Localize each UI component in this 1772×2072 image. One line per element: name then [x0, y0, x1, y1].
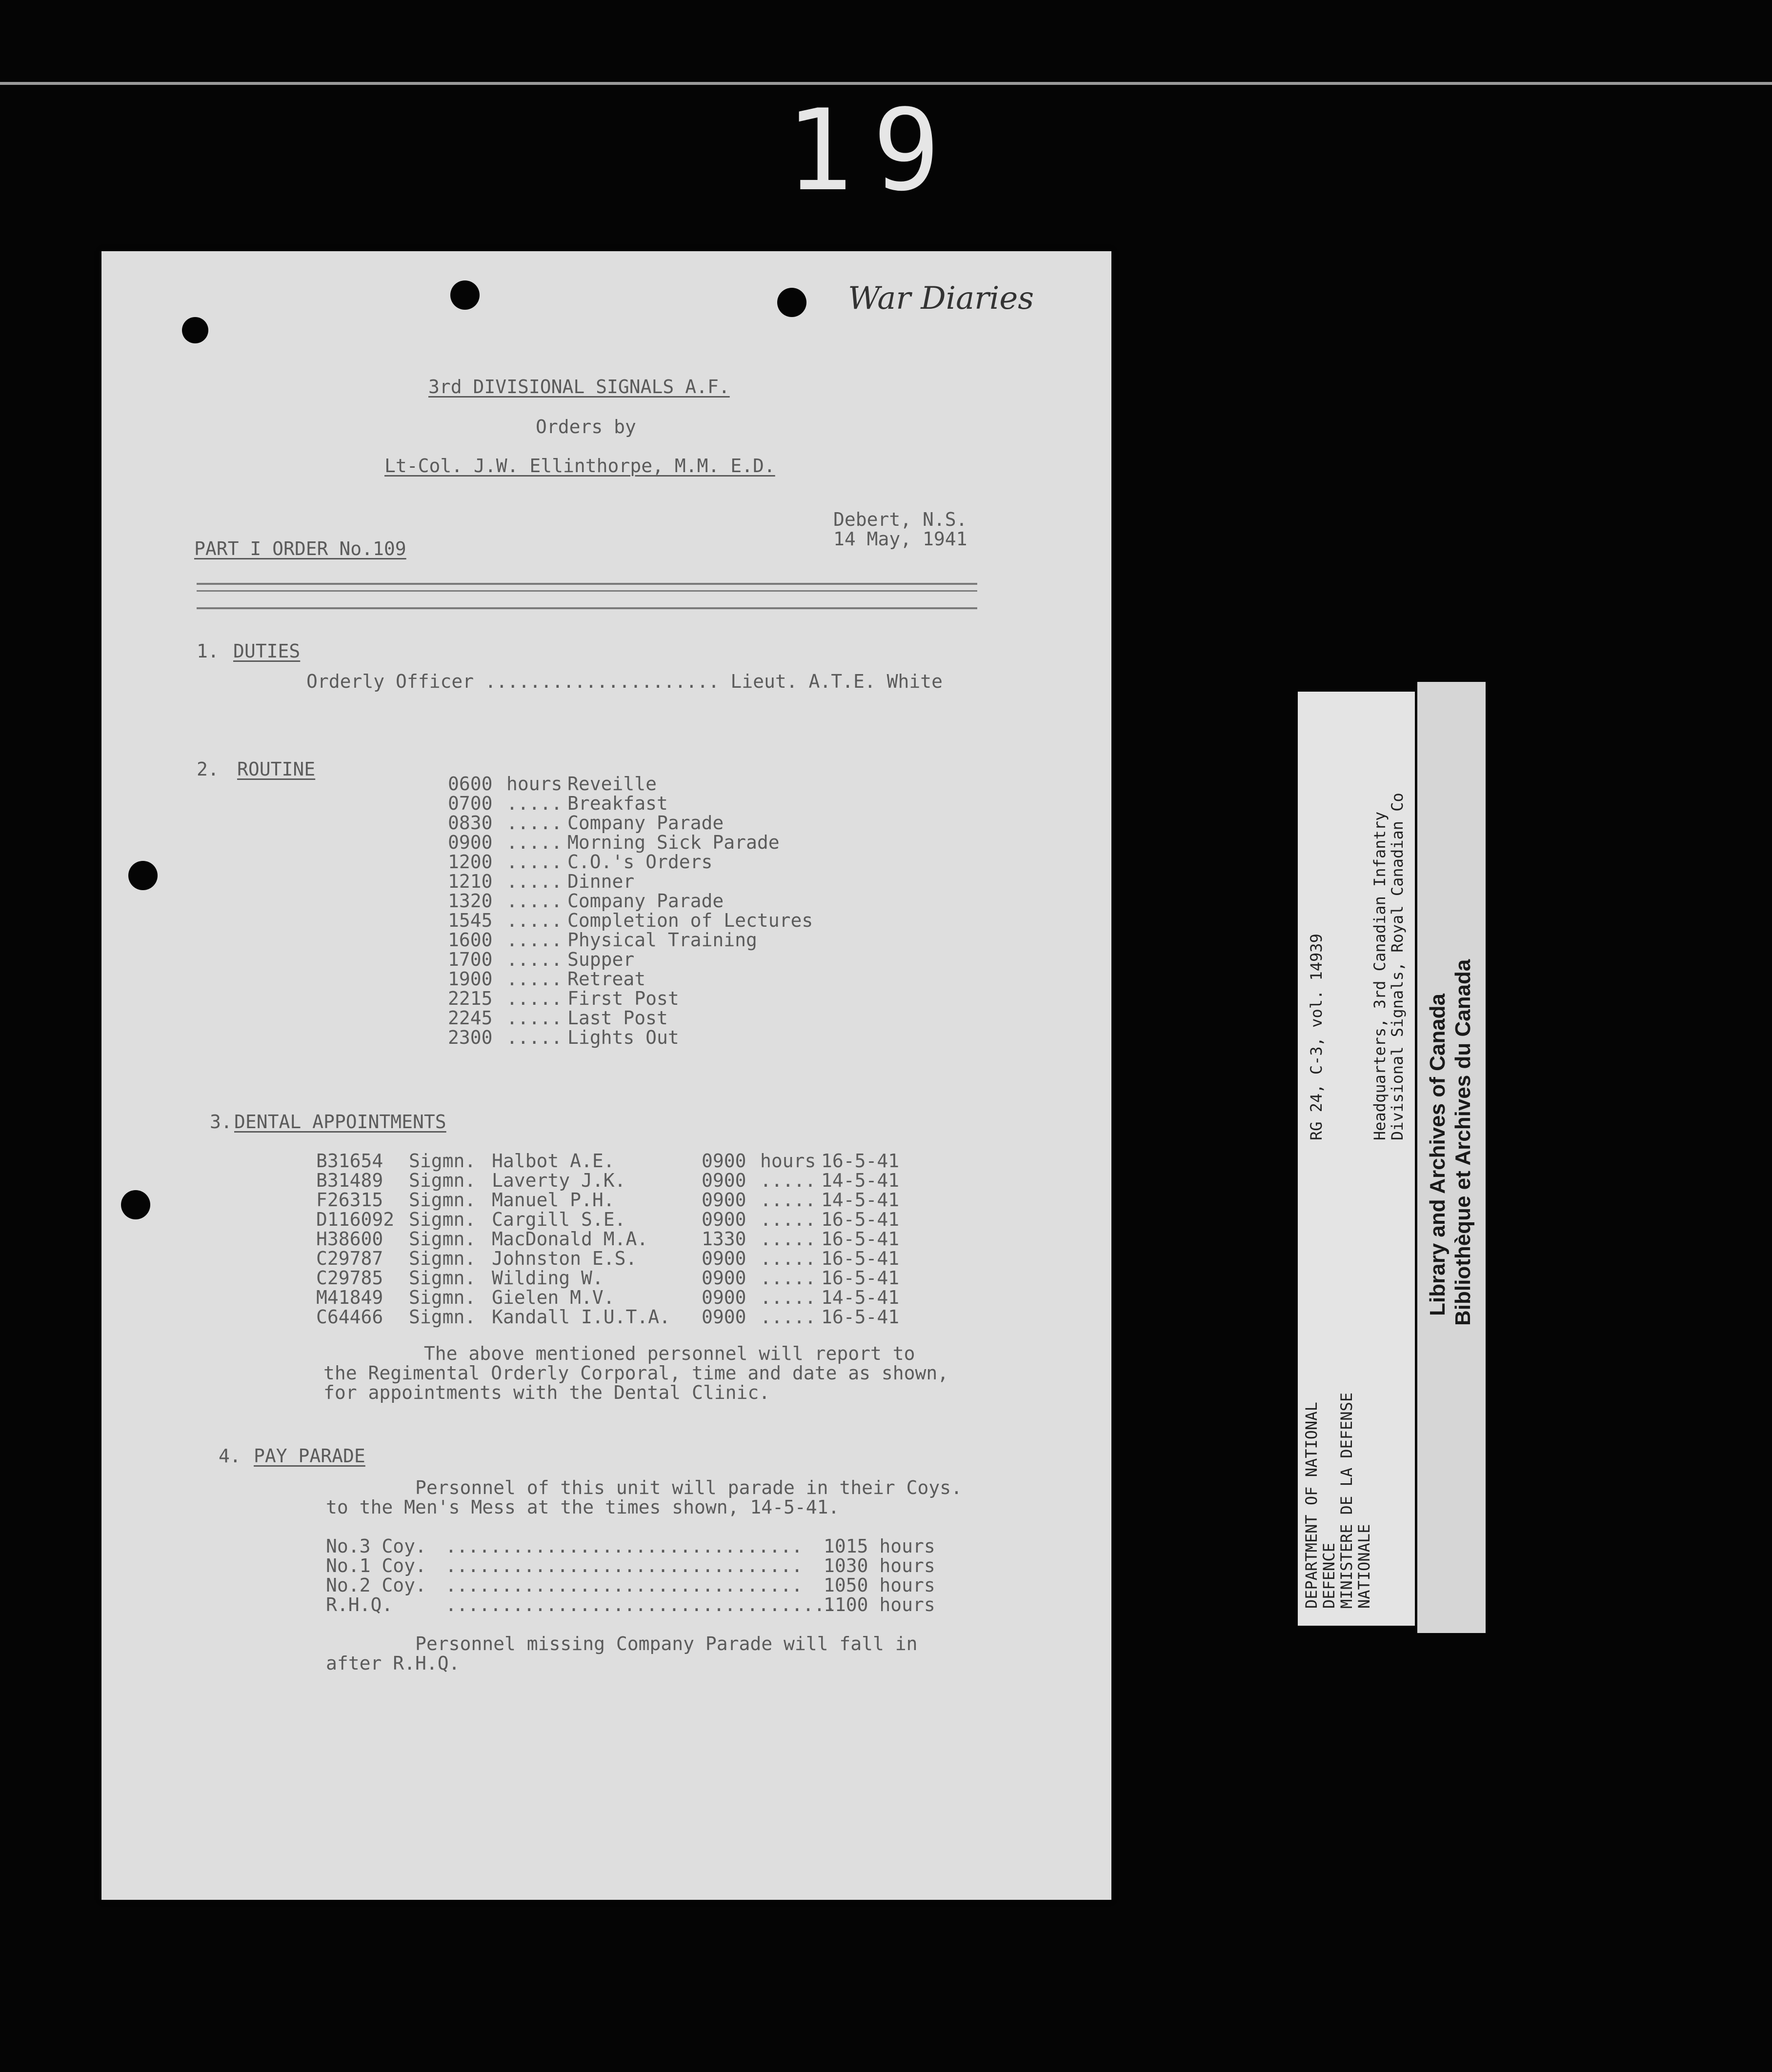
company: No.1 Coy. [326, 1555, 426, 1576]
routine-time: 1210 [448, 871, 493, 892]
label-dept-line: DEFENCE [1320, 1543, 1338, 1609]
company: R.H.Q. [326, 1594, 393, 1615]
service-number: C64466 [316, 1306, 383, 1328]
rank: Sigmn. [409, 1267, 476, 1289]
rank: Sigmn. [409, 1209, 476, 1230]
routine-event: Last Post [567, 1007, 668, 1029]
service-number: H38600 [316, 1228, 383, 1250]
frame-number: 19 [785, 86, 960, 216]
appt-date: 16-5-41 [821, 1267, 900, 1289]
person-name: Cargill S.E. [492, 1209, 626, 1230]
appt-time: 0900 [702, 1209, 746, 1230]
appt-date: 16-5-41 [821, 1228, 900, 1250]
routine-time: 2215 [448, 988, 493, 1009]
section-number: 4. [219, 1445, 241, 1467]
dental-heading: DENTAL APPOINTMENTS [234, 1111, 446, 1133]
label-description: Divisional Signals, Royal Canadian Co [1388, 793, 1407, 1140]
appt-sep: ..... [760, 1170, 816, 1191]
routine-event: Reveille [567, 773, 657, 795]
orders-by: Orders by [536, 416, 636, 438]
routine-sep: ..... [506, 968, 563, 990]
routine-time: 1545 [448, 910, 493, 931]
person-name: Halbot A.E. [492, 1150, 615, 1172]
pay-parade-heading: PAY PARADE [254, 1445, 365, 1467]
appt-sep: ..... [760, 1209, 816, 1230]
appt-sep: ..... [760, 1189, 816, 1211]
appt-sep: ..... [760, 1248, 816, 1269]
routine-event: Physical Training [567, 929, 757, 951]
service-number: C29785 [316, 1267, 383, 1289]
commander-name: Lt-Col. J.W. Ellinthorpe, M.M. E.D. [384, 455, 775, 477]
dental-note-line: the Regimental Orderly Corporal, time and date as shown, [323, 1362, 949, 1384]
service-number: M41849 [316, 1287, 383, 1308]
routine-event: C.O.'s Orders [567, 851, 713, 873]
pay-intro-line: Personnel of this unit will parade in their Coys. [326, 1477, 963, 1498]
rank: Sigmn. [409, 1287, 476, 1308]
order-page [101, 251, 1111, 1900]
punch-hole [777, 288, 806, 317]
date: 14 May, 1941 [833, 528, 967, 550]
lac-label [1417, 682, 1486, 1633]
punch-hole [450, 280, 480, 310]
person-name: Kandall I.U.T.A. [492, 1306, 671, 1328]
routine-sep: ..... [506, 812, 563, 834]
routine-time: 0600 [448, 773, 493, 795]
appt-sep: ..... [760, 1306, 816, 1328]
routine-time: 1200 [448, 851, 493, 873]
section-number: 3. [210, 1111, 232, 1133]
appt-time: 0900 [702, 1170, 746, 1191]
label-dept-line: NATIONALE [1355, 1524, 1373, 1609]
routine-event: Retreat [567, 968, 646, 990]
routine-time: 0900 [448, 832, 493, 853]
pay-intro-line: to the Men's Mess at the times shown, 14-5-41. [326, 1496, 840, 1518]
routine-sep: ..... [506, 1027, 563, 1048]
appt-time: 1330 [702, 1228, 746, 1250]
routine-event: Company Parade [567, 812, 724, 834]
header-rule [197, 583, 977, 585]
routine-event: Completion of Lectures [567, 910, 813, 931]
routine-time: 1320 [448, 890, 493, 912]
routine-time: 0700 [448, 793, 493, 814]
service-number: C29787 [316, 1248, 383, 1269]
appt-date: 16-5-41 [821, 1306, 900, 1328]
punch-hole [121, 1190, 150, 1219]
service-number: B31654 [316, 1150, 383, 1172]
label-dept-line: DEPARTMENT OF NATIONAL [1302, 1402, 1321, 1609]
routine-time: 0830 [448, 812, 493, 834]
dot-leader: ................................... [445, 1594, 836, 1615]
person-name: Wilding W. [492, 1267, 604, 1289]
section-number: 2. [197, 758, 219, 780]
order-number: PART I ORDER No.109 [194, 538, 406, 559]
company: No.2 Coy. [326, 1574, 426, 1596]
routine-sep: ..... [506, 910, 563, 931]
pay-time: 1015 hours [824, 1535, 935, 1557]
routine-heading: ROUTINE [237, 758, 316, 780]
routine-time: 1900 [448, 968, 493, 990]
duties-heading: DUTIES [233, 640, 301, 662]
routine-time: 1700 [448, 949, 493, 970]
routine-sep: ..... [506, 949, 563, 970]
appt-time: 0900 [702, 1248, 746, 1269]
service-number: F26315 [316, 1189, 383, 1211]
section-number: 1. [197, 640, 219, 662]
appt-time: 0900 [702, 1267, 746, 1289]
war-diaries-annotation: War Diaries [848, 280, 1034, 317]
label-dept-line: MINISTERE DE LA DEFENSE [1337, 1392, 1356, 1609]
lac-name-en: Library and Archives of Canada [1426, 993, 1450, 1316]
routine-sep: ..... [506, 929, 563, 951]
routine-sep: ..... [506, 871, 563, 892]
archive-reference-label [1298, 692, 1415, 1626]
appt-date: 16-5-41 [821, 1209, 900, 1230]
rank: Sigmn. [409, 1189, 476, 1211]
routine-sep: ..... [506, 832, 563, 853]
routine-sep: ..... [506, 851, 563, 873]
dental-note-line: for appointments with the Dental Clinic. [323, 1382, 770, 1403]
dot-leader: ................................ [445, 1574, 803, 1596]
routine-event: Lights Out [567, 1027, 679, 1048]
orderly-officer-line: Orderly Officer ..................... Lieut. A.T.E. White [306, 671, 943, 692]
rank: Sigmn. [409, 1150, 476, 1172]
routine-event: Company Parade [567, 890, 724, 912]
label-reference: RG 24, C-3, vol. 14939 [1307, 934, 1326, 1140]
person-name: Laverty J.K. [492, 1170, 626, 1191]
appt-date: 14-5-41 [821, 1189, 900, 1211]
service-number: D116092 [316, 1209, 395, 1230]
scan-edge-line [0, 82, 1772, 85]
routine-sep: ..... [506, 890, 563, 912]
rank: Sigmn. [409, 1306, 476, 1328]
punch-hole [128, 861, 158, 890]
dental-note-line: The above mentioned personnel will report to [323, 1343, 915, 1364]
appt-time: 0900 [702, 1189, 746, 1211]
place: Debert, N.S. [833, 509, 967, 530]
appt-date: 16-5-41 [821, 1248, 900, 1269]
pay-time: 1050 hours [824, 1574, 935, 1596]
routine-event: Supper [567, 949, 635, 970]
person-name: MacDonald M.A. [492, 1228, 648, 1250]
pay-time: 1030 hours [824, 1555, 935, 1576]
routine-event: Dinner [567, 871, 635, 892]
routine-event: Breakfast [567, 793, 668, 814]
appt-date: 14-5-41 [821, 1170, 900, 1191]
pay-time: 1100 hours [824, 1594, 935, 1615]
dot-leader: ................................ [445, 1535, 803, 1557]
unit-title: 3rd DIVISIONAL SIGNALS A.F. [428, 376, 730, 398]
routine-sep: ..... [506, 793, 563, 814]
appt-time: 0900 [702, 1306, 746, 1328]
appt-sep: ..... [760, 1287, 816, 1308]
appt-sep: ..... [760, 1228, 816, 1250]
routine-sep: hours [506, 773, 563, 795]
routine-event: First Post [567, 988, 679, 1009]
lac-name-fr: Bibliothèque et Archives du Canada [1451, 959, 1475, 1326]
service-number: B31489 [316, 1170, 383, 1191]
pay-note-line: Personnel missing Company Parade will fall in [326, 1633, 918, 1654]
appt-sep: ..... [760, 1267, 816, 1289]
header-rule [197, 607, 977, 609]
appt-sep: hours [760, 1150, 816, 1172]
person-name: Johnston E.S. [492, 1248, 637, 1269]
appt-date: 16-5-41 [821, 1150, 900, 1172]
person-name: Gielen M.V. [492, 1287, 615, 1308]
routine-time: 2300 [448, 1027, 493, 1048]
rank: Sigmn. [409, 1228, 476, 1250]
appt-time: 0900 [702, 1150, 746, 1172]
routine-sep: ..... [506, 988, 563, 1009]
appt-time: 0900 [702, 1287, 746, 1308]
dot-leader: ................................ [445, 1555, 803, 1576]
routine-sep: ..... [506, 1007, 563, 1029]
appt-date: 14-5-41 [821, 1287, 900, 1308]
routine-time: 2245 [448, 1007, 493, 1029]
rank: Sigmn. [409, 1170, 476, 1191]
header-rule [197, 590, 977, 592]
punch-hole [182, 317, 208, 343]
company: No.3 Coy. [326, 1535, 426, 1557]
person-name: Manuel P.H. [492, 1189, 615, 1211]
rank: Sigmn. [409, 1248, 476, 1269]
routine-event: Morning Sick Parade [567, 832, 780, 853]
label-description: Headquarters, 3rd Canadian Infantry [1370, 811, 1389, 1140]
pay-note-line: after R.H.Q. [326, 1653, 460, 1674]
routine-time: 1600 [448, 929, 493, 951]
